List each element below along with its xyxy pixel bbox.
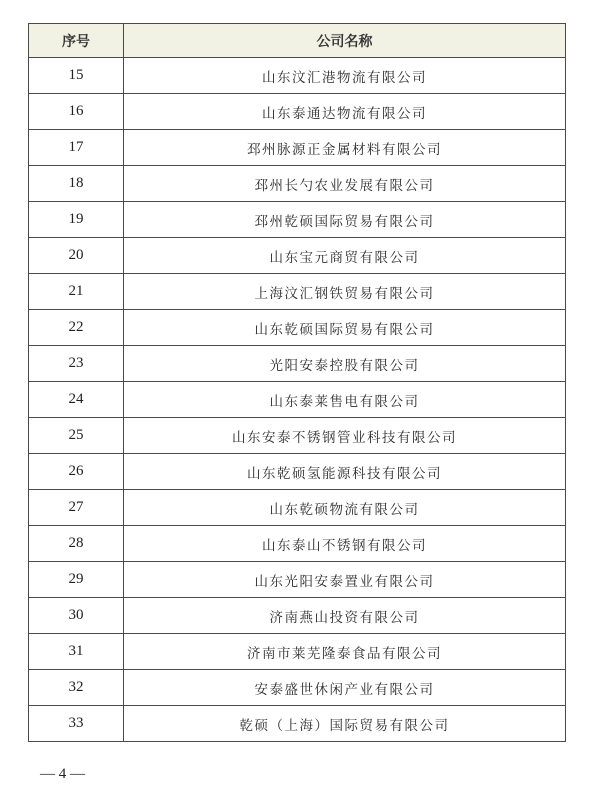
row-serial-number: 19	[29, 202, 124, 238]
table-header-row	[29, 24, 566, 58]
table-row	[29, 418, 566, 454]
table-row	[29, 670, 566, 706]
row-company-name: 济南市莱芜隆泰食品有限公司	[124, 634, 566, 670]
table-row	[29, 706, 566, 742]
row-company-name: 邳州脉源正金属材料有限公司	[124, 130, 566, 166]
row-company-name: 山东泰山不锈钢有限公司	[124, 526, 566, 562]
row-company-name: 山东光阳安泰置业有限公司	[124, 562, 566, 598]
row-company-name: 山东泰通达物流有限公司	[124, 94, 566, 130]
row-serial-number: 31	[29, 634, 124, 670]
page-number: — 4 —	[40, 766, 85, 782]
header-serial-number: 序号	[29, 24, 124, 58]
row-company-name: 邳州乾硕国际贸易有限公司	[124, 202, 566, 238]
row-serial-number: 21	[29, 274, 124, 310]
row-serial-number: 15	[29, 58, 124, 94]
row-serial-number: 26	[29, 454, 124, 490]
table-row	[29, 346, 566, 382]
table-row	[29, 166, 566, 202]
row-company-name: 山东安泰不锈钢管业科技有限公司	[124, 418, 566, 454]
table-row	[29, 526, 566, 562]
table-row	[29, 58, 566, 94]
row-company-name: 上海汶汇钢铁贸易有限公司	[124, 274, 566, 310]
row-company-name: 济南燕山投资有限公司	[124, 598, 566, 634]
row-company-name: 山东乾硕物流有限公司	[124, 490, 566, 526]
table-row	[29, 490, 566, 526]
row-serial-number: 32	[29, 670, 124, 706]
header-company-name: 公司名称	[124, 24, 566, 58]
table-row	[29, 382, 566, 418]
row-serial-number: 22	[29, 310, 124, 346]
table-row	[29, 634, 566, 670]
row-company-name: 山东乾硕氢能源科技有限公司	[124, 454, 566, 490]
row-company-name: 山东乾硕国际贸易有限公司	[124, 310, 566, 346]
row-serial-number: 30	[29, 598, 124, 634]
row-company-name: 光阳安泰控股有限公司	[124, 346, 566, 382]
table-row	[29, 130, 566, 166]
table-row	[29, 238, 566, 274]
row-company-name: 乾硕（上海）国际贸易有限公司	[124, 706, 566, 742]
row-company-name: 安泰盛世休闲产业有限公司	[124, 670, 566, 706]
row-serial-number: 29	[29, 562, 124, 598]
row-company-name: 邳州长勺农业发展有限公司	[124, 166, 566, 202]
company-table	[28, 23, 566, 742]
table-row	[29, 562, 566, 598]
row-serial-number: 17	[29, 130, 124, 166]
table-row	[29, 274, 566, 310]
row-serial-number: 27	[29, 490, 124, 526]
table-row	[29, 310, 566, 346]
row-company-name: 山东汶汇港物流有限公司	[124, 58, 566, 94]
row-serial-number: 25	[29, 418, 124, 454]
table-row	[29, 454, 566, 490]
row-company-name: 山东宝元商贸有限公司	[124, 238, 566, 274]
row-serial-number: 16	[29, 94, 124, 130]
row-serial-number: 24	[29, 382, 124, 418]
row-serial-number: 33	[29, 706, 124, 742]
row-serial-number: 20	[29, 238, 124, 274]
row-serial-number: 23	[29, 346, 124, 382]
table-row	[29, 94, 566, 130]
table-row	[29, 202, 566, 238]
row-serial-number: 28	[29, 526, 124, 562]
table-row	[29, 598, 566, 634]
row-serial-number: 18	[29, 166, 124, 202]
row-company-name: 山东泰莱售电有限公司	[124, 382, 566, 418]
